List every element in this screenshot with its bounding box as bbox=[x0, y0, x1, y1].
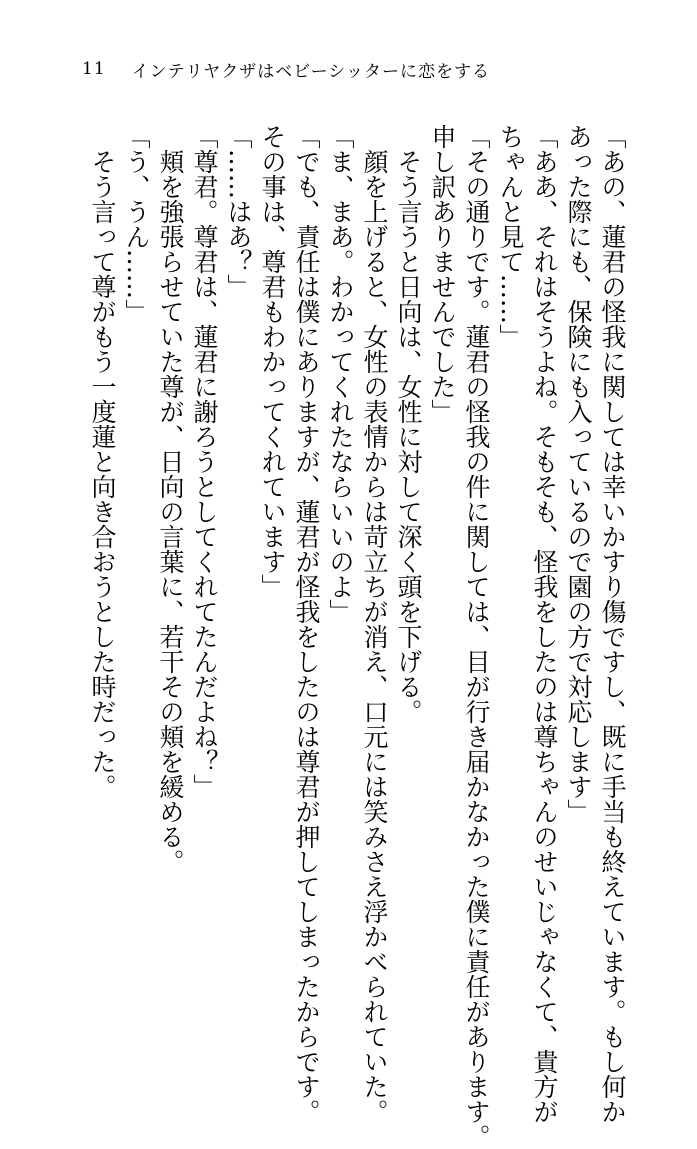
text-line: あった際にも、保険にも入っているので園の方で対応します」 bbox=[564, 124, 593, 824]
text-line: ちゃんと見て……」 bbox=[496, 124, 525, 349]
text-line: 「ああ、それはそうよね。そもそも、怪我をしたのは尊ちゃんのせいじゃなくて、貴方が bbox=[530, 124, 559, 1124]
text-line: 頬を強張らせていた尊が、日向の言葉に、若干その頬を緩める。 bbox=[156, 124, 185, 874]
text-line: 顔を上げると、女性の表情からは苛立ちが消え、口元には笑みさえ浮かべられていた。 bbox=[360, 124, 389, 1124]
text-line: 「尊君。尊君は、蓮君に謝ろうとしてくれてたんだよね？」 bbox=[190, 124, 219, 799]
text-line: 「う、うん……」 bbox=[122, 124, 151, 324]
text-line: 「あの、蓮君の怪我に関しては幸いかすり傷ですし、既に手当も終えています。もし何か bbox=[598, 124, 627, 1124]
text-line: そう言って尊がもう一度蓮と向き合おうとした時だった。 bbox=[88, 124, 117, 799]
text-line: 「でも、責任は僕にありますが、蓮君が怪我をしたのは尊君が押してしまったからです。 bbox=[292, 124, 321, 1124]
running-header bbox=[82, 54, 490, 84]
text-line: 「……はあ？」 bbox=[224, 124, 253, 299]
vertical-text-body bbox=[85, 124, 629, 1149]
book-title: インテリヤクザはベビーシッターに恋をする bbox=[131, 61, 490, 82]
text-line: そう言うと日向は、女性に対して深く頭を下げる。 bbox=[394, 124, 423, 724]
text-line: 「その通りです。蓮君の怪我の件に関しては、目が行き届かなかった僕に責任があります。 bbox=[462, 124, 491, 1149]
page-number: 11 bbox=[82, 59, 106, 79]
text-line: 「ま、まあ。わかってくれたならいいのよ」 bbox=[326, 124, 355, 624]
text-line: その事は、尊君もわかってくれています」 bbox=[258, 124, 287, 599]
text-line: 申し訳ありませんでした」 bbox=[428, 124, 457, 424]
